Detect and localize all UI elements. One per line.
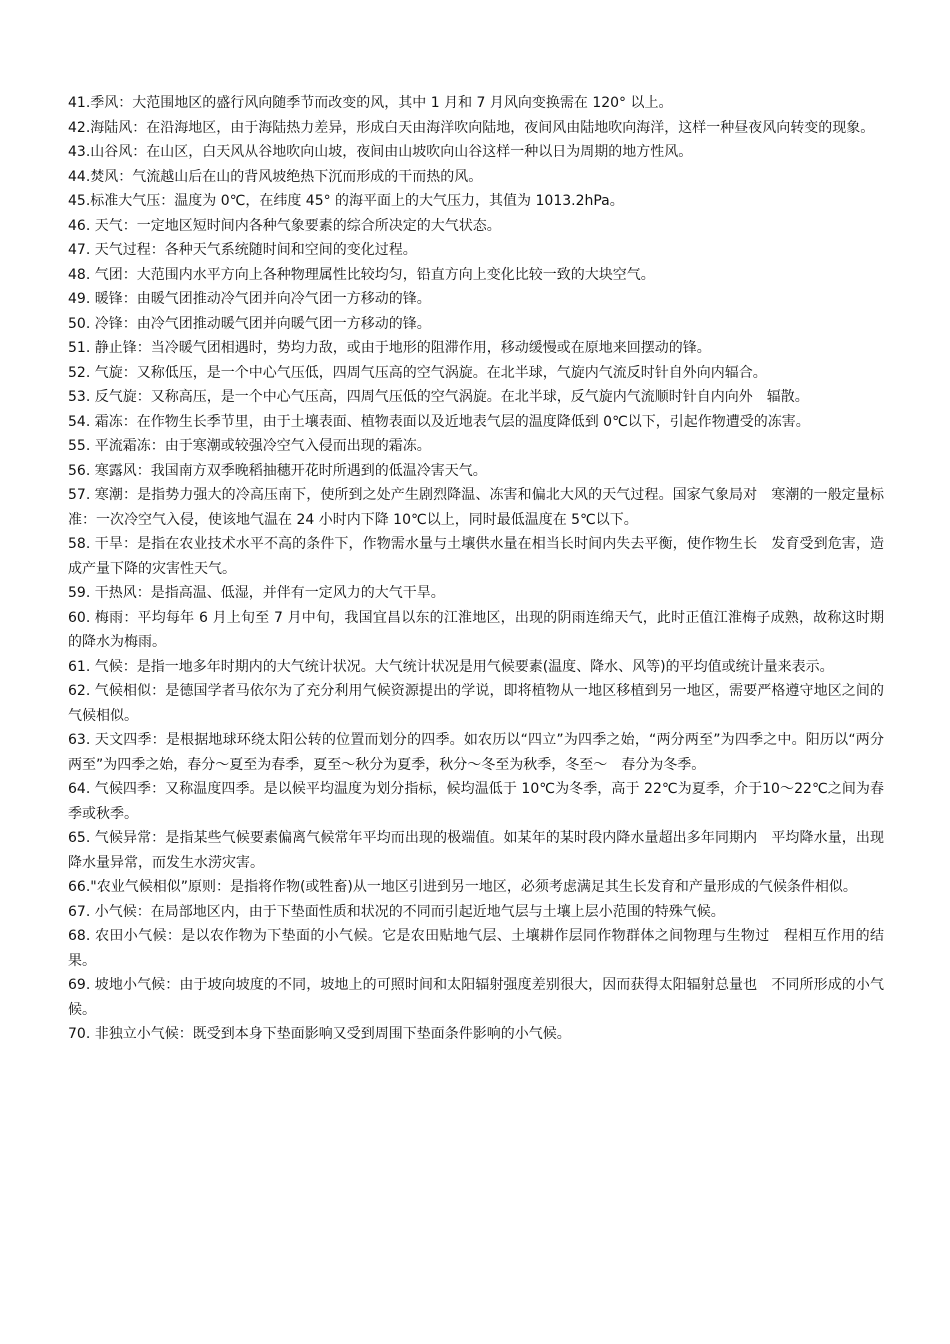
term-42: 42.海陆风：在沿海地区，由于海陆热力差异，形成白天由海洋吹向陆地，夜间风由陆地吹向海洋，这样一种昼夜风向转变的现象。: [68, 119, 875, 136]
term-56: 56. 寒露风：我国南方双季晚稻抽穗开花时所遇到的低温冷害天气。: [68, 462, 487, 479]
term-54: 54. 霜冻：在作物生长季节里，由于土壤表面、植物表面以及近地表气层的温度降低到 0℃以下，引起作物遭受的冻害。: [68, 413, 810, 430]
term-67: 67. 小气候：在局部地区内，由于下垫面性质和状况的不同而引起近地气层与土壤上层小范围的特殊气候。: [68, 903, 725, 920]
term-48: 48. 气团：大范围内水平方向上各种物理属性比较均匀，铅直方向上变化比较一致的大块空气。: [68, 266, 655, 283]
term-60: 60. 梅雨：平均每年 6 月上旬至 7 月中旬，我国宜昌以东的江淮地区，出现的阴雨连绵天气，此时正值江淮梅子成熟，故称这时期的降水为梅雨。: [68, 609, 884, 650]
term-69: 69. 坡地小气候：由于坡向坡度的不同，坡地上的可照时间和太阳辐射强度差别很大，因而获得太阳辐射总量也 不同所形成的小气候。: [68, 977, 884, 1018]
term-62: 62. 气候相似：是德国学者马依尔为了充分利用气候资源提出的学说，即将植物从一地区移植到另一地区，需要严格遵守地区之间的气候相似。: [68, 683, 884, 724]
term-47: 47. 天气过程：各种天气系统随时间和空间的变化过程。: [68, 242, 417, 258]
term-41: 41.季风：大范围地区的盛行风向随季节而改变的风，其中 1 月和 7 月风向变换需在 120° 以上。: [68, 95, 673, 111]
term-46: 46. 天气：一定地区短时间内各种气象要素的综合所决定的大气状态。: [68, 217, 501, 234]
term-50: 50. 冷锋：由冷气团推动暖气团并向暖气团一方移动的锋。: [68, 315, 431, 332]
term-65: 65. 气候异常：是指某些气候要素偏离气候常年平均而出现的极端值。如某年的某时段内降水量超出多年同期内 平均降水量，出现降水量异常，而发生水涝灾害。: [68, 830, 884, 871]
term-44: 44.焚风：气流越山后在山的背风坡绝热下沉而形成的干而热的风。: [68, 168, 483, 185]
term-58: 58. 干旱：是指在农业技术水平不高的条件下，作物需水量与土壤供水量在相当长时间内失去平衡，使作物生长 发育受到危害，造成产量下降的灾害性天气。: [68, 536, 884, 577]
term-63: 63. 天文四季：是根据地球环绕太阳公转的位置而划分的四季。如农历以“四立”为四季之始，“两分两至”为四季之中。阳历以“两分两至”为四季之始，春分～夏至为春季，夏至～秋分为夏季，秋分～冬至为秋季，冬至～ 春分为冬季。: [68, 732, 884, 773]
term-59: 59. 干热风：是指高温、低湿，并伴有一定风力的大气干旱。: [68, 585, 445, 601]
term-66: 66."农业气候相似”原则：是指将作物(或牲畜)从一地区引进到另一地区，必须考虑满足其生长发育和产量形成的气候条件相似。: [68, 879, 857, 895]
term-61: 61. 气候：是指一地多年时期内的大气统计状况。大气统计状况是用气候要素(温度、降水、风等)的平均值或统计量来表示。: [68, 658, 834, 675]
term-49: 49. 暖锋：由暖气团推动冷气团并向冷气团一方移动的锋。: [68, 291, 431, 307]
term-55: 55. 平流霜冻：由于寒潮或较强冷空气入侵而出现的霜冻。: [68, 438, 431, 454]
term-70: 70. 非独立小气候：既受到本身下垫面影响又受到周围下垫面条件影响的小气候。: [68, 1026, 571, 1042]
term-45: 45.标准大气压：温度为 0℃，在纬度 45° 的海平面上的大气压力，其值为 1013.2hPa。: [68, 193, 624, 209]
term-57: 57. 寒潮：是指势力强大的冷高压南下，使所到之处产生剧烈降温、冻害和偏北大风的天气过程。国家气象局对 寒潮的一般定量标准：一次冷空气入侵，使该地气温在 24 小时内下降 10℃以上，同时最低温度在 5℃以下。: [68, 487, 884, 528]
term-64: 64. 气候四季：又称温度四季。是以候平均温度为划分指标，候均温低于 10℃为冬季，高于 22℃为夏季，介于10～22℃之间为春季或秋季。: [68, 781, 884, 822]
term-43: 43.山谷风：在山区，白天风从谷地吹向山坡，夜间由山坡吹向山谷这样一种以日为周期的地方性风。: [68, 144, 693, 160]
document-page: [68, 91, 884, 1047]
term-52: 52. 气旋：又称低压，是一个中心气压低，四周气压高的空气涡旋。在北半球，气旋内气流反时针自外向内辐合。: [68, 364, 767, 381]
term-68: 68. 农田小气候：是以农作物为下垫面的小气候。它是农田贴地气层、土壤耕作层同作物群体之间物理与生物过 程相互作用的结果。: [68, 928, 884, 969]
term-53: 53. 反气旋：又称高压，是一个中心气压高，四周气压低的空气涡旋。在北半球，反气旋内气流顺时针自内向外 辐散。: [68, 389, 809, 405]
term-51: 51. 静止锋：当冷暖气团相遇时，势均力敌，或由于地形的阻滞作用，移动缓慢或在原地来回摆动的锋。: [68, 340, 711, 356]
